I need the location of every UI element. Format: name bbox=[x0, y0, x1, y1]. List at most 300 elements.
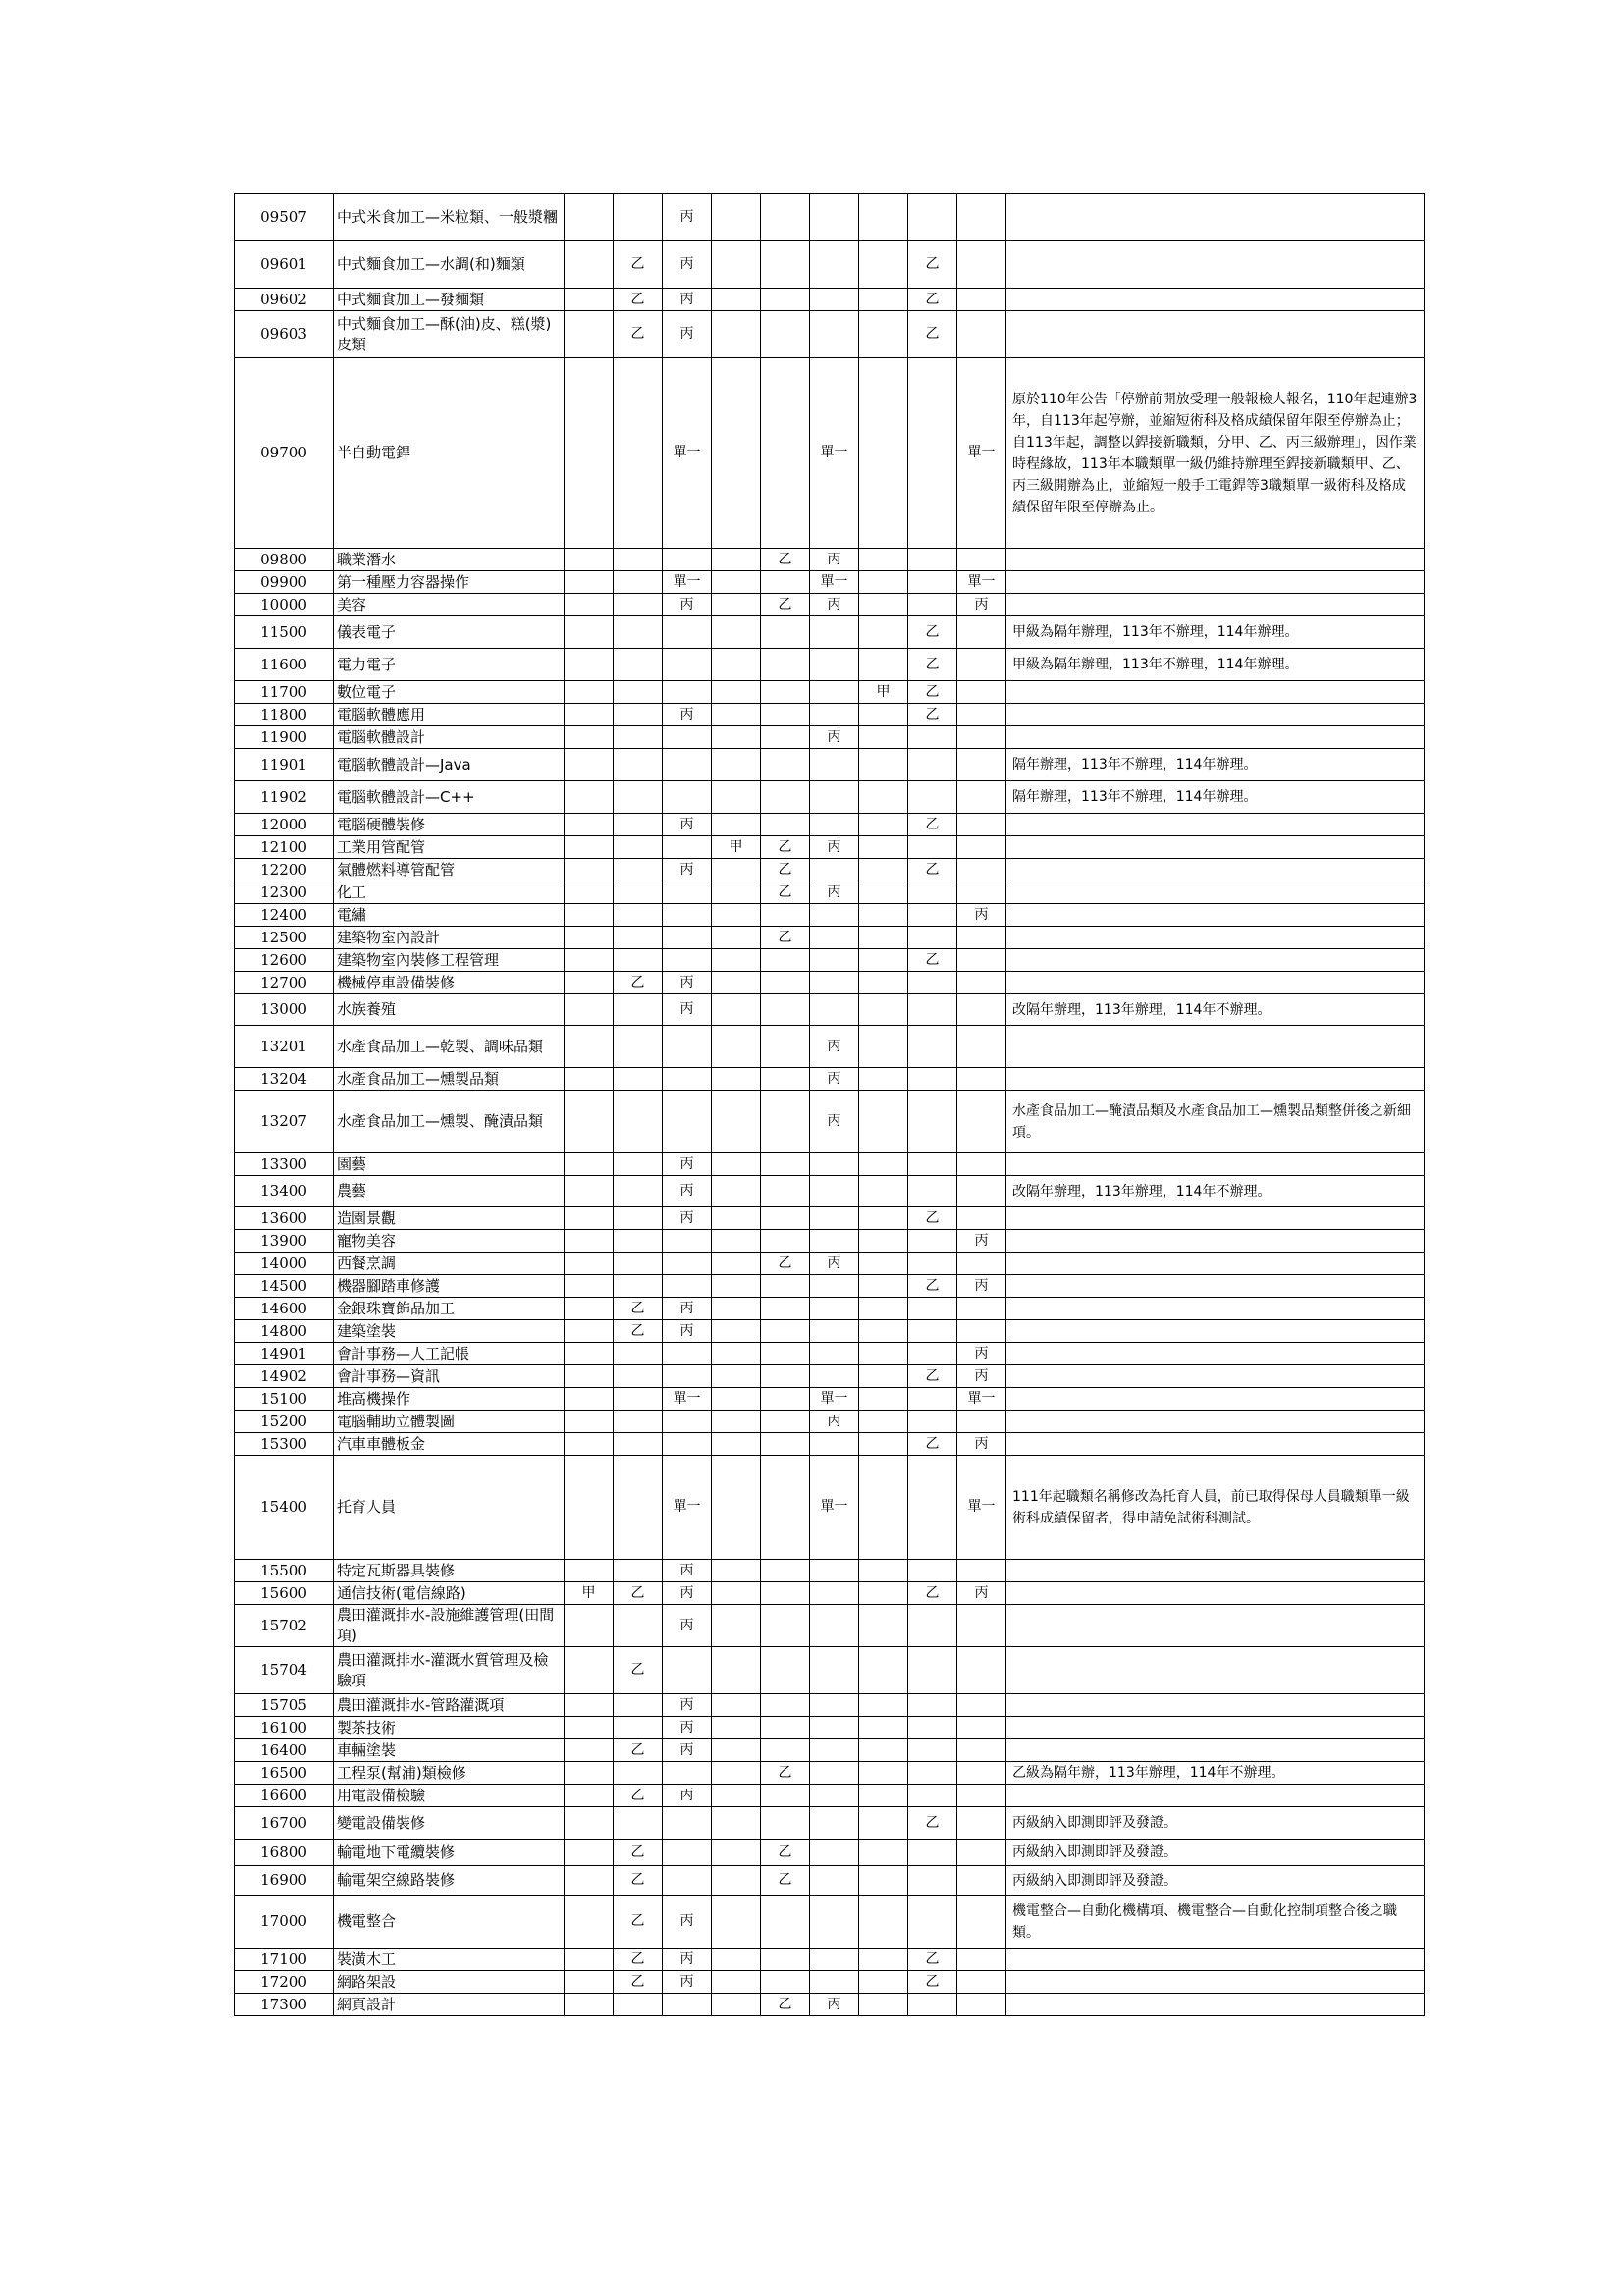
grade-level-cell bbox=[565, 616, 614, 649]
grade-level-cell bbox=[761, 311, 810, 358]
grade-level-cell bbox=[614, 1388, 663, 1411]
grade-level-cell bbox=[810, 1153, 859, 1176]
grade-level-cell bbox=[761, 1694, 810, 1717]
grade-level-cell bbox=[908, 1153, 957, 1176]
table-row bbox=[235, 1807, 1425, 1840]
grade-level-cell bbox=[810, 289, 859, 311]
table-row bbox=[235, 1176, 1425, 1207]
grade-level-cell bbox=[761, 616, 810, 649]
grade-level-cell bbox=[712, 726, 761, 749]
grade-level-cell bbox=[614, 994, 663, 1026]
grade-level-cell bbox=[810, 927, 859, 949]
grade-level-cell: 乙 bbox=[761, 1253, 810, 1275]
grade-level-cell bbox=[859, 814, 908, 836]
grade-level-cell bbox=[957, 1785, 1006, 1807]
remarks-cell bbox=[1006, 927, 1425, 949]
table-row bbox=[235, 1785, 1425, 1807]
category-code: 16800 bbox=[235, 1840, 334, 1866]
grade-level-cell: 丙 bbox=[810, 881, 859, 904]
remarks-cell bbox=[1006, 1026, 1425, 1068]
grade-level-cell bbox=[565, 1091, 614, 1153]
grade-level-cell bbox=[712, 1176, 761, 1207]
grade-level-cell bbox=[859, 1866, 908, 1896]
grade-level-cell bbox=[614, 594, 663, 616]
grade-level-cell bbox=[761, 1647, 810, 1694]
category-name: 網頁設計 bbox=[334, 1994, 565, 2016]
grade-level-cell bbox=[810, 1971, 859, 1994]
category-code: 17000 bbox=[235, 1896, 334, 1949]
grade-level-cell bbox=[565, 749, 614, 781]
category-code: 12000 bbox=[235, 814, 334, 836]
category-name: 機械停車設備裝修 bbox=[334, 972, 565, 994]
grade-level-cell: 乙 bbox=[614, 972, 663, 994]
grade-level-cell bbox=[565, 1866, 614, 1896]
grade-level-cell: 乙 bbox=[761, 549, 810, 571]
remarks-cell: 乙級為隔年辦，113年辦理，114年不辦理。 bbox=[1006, 1762, 1425, 1785]
remarks-cell bbox=[1006, 681, 1425, 704]
grade-level-cell bbox=[712, 1433, 761, 1456]
grade-level-cell bbox=[908, 1026, 957, 1068]
grade-level-cell bbox=[712, 904, 761, 927]
grade-level-cell bbox=[712, 972, 761, 994]
table-row bbox=[235, 1320, 1425, 1343]
grade-level-cell bbox=[908, 1866, 957, 1896]
grade-level-cell: 乙 bbox=[908, 1433, 957, 1456]
table-row bbox=[235, 1896, 1425, 1949]
category-code: 17200 bbox=[235, 1971, 334, 1994]
table-row bbox=[235, 1717, 1425, 1739]
grade-level-cell: 丙 bbox=[663, 1949, 712, 1971]
grade-level-cell bbox=[565, 1388, 614, 1411]
grade-level-cell bbox=[908, 1717, 957, 1739]
grade-level-cell bbox=[957, 1717, 1006, 1739]
category-name: 電腦軟體設計 bbox=[334, 726, 565, 749]
grade-level-cell bbox=[663, 1275, 712, 1298]
grade-level-cell bbox=[614, 194, 663, 241]
table-row bbox=[235, 549, 1425, 571]
remarks-cell bbox=[1006, 1320, 1425, 1343]
grade-level-cell bbox=[712, 1298, 761, 1320]
grade-level-cell bbox=[957, 949, 1006, 972]
grade-level-cell bbox=[859, 194, 908, 241]
grade-level-cell bbox=[761, 1026, 810, 1068]
grade-level-cell bbox=[663, 649, 712, 681]
grade-level-cell bbox=[663, 836, 712, 859]
grade-level-cell bbox=[663, 1068, 712, 1091]
table-row bbox=[235, 1866, 1425, 1896]
category-name: 數位電子 bbox=[334, 681, 565, 704]
grade-level-cell bbox=[565, 1647, 614, 1694]
grade-level-cell: 乙 bbox=[614, 241, 663, 289]
remarks-cell bbox=[1006, 859, 1425, 881]
remarks-cell bbox=[1006, 1411, 1425, 1433]
category-code: 10000 bbox=[235, 594, 334, 616]
grade-level-cell: 單一 bbox=[810, 1456, 859, 1560]
grade-level-cell bbox=[908, 1230, 957, 1253]
grade-level-cell bbox=[859, 927, 908, 949]
grade-level-cell bbox=[614, 1994, 663, 2016]
grade-level-cell bbox=[810, 704, 859, 726]
category-code: 17100 bbox=[235, 1949, 334, 1971]
grade-level-cell: 單一 bbox=[663, 358, 712, 549]
grade-level-cell bbox=[761, 1230, 810, 1253]
grade-level-cell bbox=[859, 1785, 908, 1807]
grade-level-cell bbox=[761, 1949, 810, 1971]
category-code: 15704 bbox=[235, 1647, 334, 1694]
grade-level-cell bbox=[908, 1388, 957, 1411]
grade-level-cell bbox=[761, 904, 810, 927]
grade-level-cell bbox=[712, 549, 761, 571]
grade-level-cell bbox=[565, 1840, 614, 1866]
grade-level-cell bbox=[810, 311, 859, 358]
table-row bbox=[235, 681, 1425, 704]
grade-level-cell bbox=[712, 704, 761, 726]
remarks-cell bbox=[1006, 1275, 1425, 1298]
grade-level-cell bbox=[614, 1153, 663, 1176]
grade-level-cell bbox=[908, 1176, 957, 1207]
grade-level-cell bbox=[810, 1762, 859, 1785]
table-row bbox=[235, 1253, 1425, 1275]
grade-level-cell bbox=[859, 1582, 908, 1605]
grade-level-cell: 甲 bbox=[565, 1582, 614, 1605]
grade-level-cell bbox=[761, 994, 810, 1026]
table-row bbox=[235, 571, 1425, 594]
category-name: 汽車車體板金 bbox=[334, 1433, 565, 1456]
grade-level-cell bbox=[663, 616, 712, 649]
table-row bbox=[235, 1762, 1425, 1785]
remarks-cell bbox=[1006, 1365, 1425, 1388]
document-sheet bbox=[234, 193, 1424, 2016]
grade-level-cell: 單一 bbox=[810, 571, 859, 594]
category-name: 農藝 bbox=[334, 1176, 565, 1207]
table-row bbox=[235, 972, 1425, 994]
grade-level-cell bbox=[712, 1253, 761, 1275]
grade-level-cell: 丙 bbox=[810, 1091, 859, 1153]
table-row bbox=[235, 1230, 1425, 1253]
grade-level-cell bbox=[761, 1298, 810, 1320]
grade-level-cell: 丙 bbox=[663, 994, 712, 1026]
grade-level-cell bbox=[810, 1785, 859, 1807]
grade-level-cell bbox=[761, 194, 810, 241]
remarks-cell bbox=[1006, 1994, 1425, 2016]
grade-level-cell bbox=[957, 1896, 1006, 1949]
grade-level-cell bbox=[761, 289, 810, 311]
category-code: 12100 bbox=[235, 836, 334, 859]
grade-level-cell bbox=[614, 1411, 663, 1433]
grade-level-cell bbox=[859, 1411, 908, 1433]
grade-level-cell bbox=[614, 1456, 663, 1560]
grade-level-cell bbox=[712, 1762, 761, 1785]
grade-level-cell bbox=[908, 1298, 957, 1320]
grade-level-cell bbox=[810, 972, 859, 994]
category-code: 11902 bbox=[235, 781, 334, 814]
grade-level-cell bbox=[663, 726, 712, 749]
category-name: 半自動電銲 bbox=[334, 358, 565, 549]
grade-level-cell bbox=[859, 1068, 908, 1091]
grade-level-cell bbox=[614, 749, 663, 781]
category-name: 造園景觀 bbox=[334, 1207, 565, 1230]
grade-level-cell: 丙 bbox=[810, 726, 859, 749]
grade-level-cell bbox=[859, 972, 908, 994]
table-row bbox=[235, 1388, 1425, 1411]
grade-level-cell bbox=[908, 836, 957, 859]
grade-level-cell bbox=[957, 289, 1006, 311]
table-row bbox=[235, 616, 1425, 649]
grade-level-cell bbox=[761, 1560, 810, 1582]
grade-level-cell bbox=[565, 1153, 614, 1176]
grade-level-cell bbox=[761, 571, 810, 594]
grade-level-cell bbox=[957, 927, 1006, 949]
remarks-cell bbox=[1006, 814, 1425, 836]
grade-level-cell bbox=[761, 649, 810, 681]
grade-level-cell bbox=[614, 1365, 663, 1388]
category-name: 電腦軟體設計—C++ bbox=[334, 781, 565, 814]
grade-level-cell bbox=[957, 1949, 1006, 1971]
grade-level-cell bbox=[565, 681, 614, 704]
grade-level-cell: 乙 bbox=[761, 1866, 810, 1896]
grade-level-cell bbox=[614, 881, 663, 904]
grade-level-cell bbox=[908, 881, 957, 904]
grade-level-cell bbox=[761, 358, 810, 549]
remarks-cell: 隔年辦理，113年不辦理，114年辦理。 bbox=[1006, 749, 1425, 781]
grade-level-cell: 丙 bbox=[810, 1253, 859, 1275]
category-name: 電腦軟體應用 bbox=[334, 704, 565, 726]
grade-level-cell bbox=[859, 836, 908, 859]
grade-level-cell: 丙 bbox=[810, 1411, 859, 1433]
grade-level-cell bbox=[565, 972, 614, 994]
grade-level-cell bbox=[761, 726, 810, 749]
grade-level-cell bbox=[908, 1411, 957, 1433]
grade-level-cell bbox=[614, 1207, 663, 1230]
category-name: 變電設備裝修 bbox=[334, 1807, 565, 1840]
grade-level-cell bbox=[712, 1365, 761, 1388]
grade-level-cell bbox=[565, 726, 614, 749]
grade-level-cell bbox=[761, 1068, 810, 1091]
remarks-cell bbox=[1006, 289, 1425, 311]
grade-level-cell bbox=[810, 1949, 859, 1971]
grade-level-cell bbox=[565, 881, 614, 904]
category-code: 17300 bbox=[235, 1994, 334, 2016]
grade-level-cell bbox=[761, 781, 810, 814]
grade-level-cell bbox=[614, 781, 663, 814]
grade-level-cell bbox=[761, 1320, 810, 1343]
grade-level-cell: 乙 bbox=[908, 1365, 957, 1388]
grade-level-cell bbox=[908, 1343, 957, 1365]
category-code: 12700 bbox=[235, 972, 334, 994]
grade-level-cell bbox=[957, 726, 1006, 749]
grade-level-cell: 甲 bbox=[859, 681, 908, 704]
grade-level-cell bbox=[712, 681, 761, 704]
grade-level-cell bbox=[908, 1785, 957, 1807]
grade-level-cell: 乙 bbox=[761, 859, 810, 881]
table-row bbox=[235, 1560, 1425, 1582]
grade-level-cell bbox=[712, 1949, 761, 1971]
grade-level-cell bbox=[908, 594, 957, 616]
grade-level-cell bbox=[859, 1994, 908, 2016]
grade-level-cell bbox=[614, 616, 663, 649]
grade-level-cell bbox=[712, 781, 761, 814]
table-row bbox=[235, 1411, 1425, 1433]
grade-level-cell: 乙 bbox=[908, 1275, 957, 1298]
grade-level-cell bbox=[663, 1091, 712, 1153]
remarks-cell bbox=[1006, 1739, 1425, 1762]
grade-level-cell: 乙 bbox=[614, 311, 663, 358]
category-name: 車輛塗裝 bbox=[334, 1739, 565, 1762]
grade-level-cell bbox=[810, 1176, 859, 1207]
category-code: 12200 bbox=[235, 859, 334, 881]
category-code: 09603 bbox=[235, 311, 334, 358]
grade-level-cell bbox=[565, 781, 614, 814]
category-code: 13000 bbox=[235, 994, 334, 1026]
category-name: 會計事務—人工記帳 bbox=[334, 1343, 565, 1365]
grade-level-cell: 丙 bbox=[663, 1176, 712, 1207]
grade-level-cell: 丙 bbox=[663, 1605, 712, 1647]
grade-level-cell bbox=[565, 1320, 614, 1343]
table-row bbox=[235, 994, 1425, 1026]
grade-level-cell bbox=[859, 1176, 908, 1207]
grade-level-cell bbox=[712, 1026, 761, 1068]
table-row bbox=[235, 311, 1425, 358]
grade-level-cell bbox=[859, 749, 908, 781]
grade-level-cell bbox=[712, 1343, 761, 1365]
grade-level-cell: 丙 bbox=[957, 1230, 1006, 1253]
category-code: 11800 bbox=[235, 704, 334, 726]
remarks-cell bbox=[1006, 311, 1425, 358]
grade-level-cell bbox=[712, 289, 761, 311]
grade-level-cell bbox=[810, 1230, 859, 1253]
category-code: 15600 bbox=[235, 1582, 334, 1605]
remarks-cell bbox=[1006, 1560, 1425, 1582]
grade-level-cell bbox=[712, 749, 761, 781]
category-code: 14800 bbox=[235, 1320, 334, 1343]
remarks-cell bbox=[1006, 836, 1425, 859]
grade-level-cell: 單一 bbox=[957, 571, 1006, 594]
category-name: 中式米食加工—米粒類、一般漿糰 bbox=[334, 194, 565, 241]
grade-level-cell bbox=[957, 1807, 1006, 1840]
grade-level-cell bbox=[712, 1275, 761, 1298]
remarks-cell: 丙級納入即測即評及發證。 bbox=[1006, 1840, 1425, 1866]
grade-level-cell bbox=[761, 1717, 810, 1739]
grade-level-cell bbox=[810, 1896, 859, 1949]
grade-level-cell bbox=[859, 1343, 908, 1365]
grade-level-cell bbox=[565, 1971, 614, 1994]
grade-level-cell bbox=[712, 616, 761, 649]
category-code: 16400 bbox=[235, 1739, 334, 1762]
grade-level-cell: 乙 bbox=[614, 1896, 663, 1949]
category-code: 16600 bbox=[235, 1785, 334, 1807]
grade-level-cell: 丙 bbox=[663, 704, 712, 726]
grade-level-cell bbox=[614, 949, 663, 972]
grade-level-cell bbox=[565, 1807, 614, 1840]
remarks-cell bbox=[1006, 194, 1425, 241]
grade-level-cell bbox=[614, 836, 663, 859]
grade-level-cell bbox=[761, 1971, 810, 1994]
table-row bbox=[235, 1739, 1425, 1762]
grade-level-cell bbox=[957, 1091, 1006, 1153]
table-row bbox=[235, 1365, 1425, 1388]
grade-level-cell bbox=[957, 1068, 1006, 1091]
grade-level-cell: 乙 bbox=[908, 704, 957, 726]
grade-level-cell bbox=[908, 972, 957, 994]
grade-level-cell bbox=[614, 1762, 663, 1785]
grade-level-cell bbox=[810, 1433, 859, 1456]
remarks-cell bbox=[1006, 594, 1425, 616]
grade-level-cell bbox=[810, 749, 859, 781]
grade-level-cell: 乙 bbox=[908, 1582, 957, 1605]
category-code: 13600 bbox=[235, 1207, 334, 1230]
grade-level-cell bbox=[908, 1320, 957, 1343]
grade-level-cell bbox=[957, 859, 1006, 881]
grade-level-cell bbox=[859, 1365, 908, 1388]
grade-level-cell bbox=[663, 1230, 712, 1253]
grade-level-cell: 單一 bbox=[957, 1388, 1006, 1411]
grade-level-cell bbox=[761, 1365, 810, 1388]
grade-level-cell bbox=[761, 1807, 810, 1840]
grade-level-cell bbox=[712, 194, 761, 241]
grade-level-cell bbox=[712, 927, 761, 949]
grade-level-cell bbox=[712, 1388, 761, 1411]
table-row bbox=[235, 289, 1425, 311]
table-row bbox=[235, 1971, 1425, 1994]
grade-level-cell: 乙 bbox=[614, 1647, 663, 1694]
grade-level-cell: 丙 bbox=[663, 972, 712, 994]
grade-level-cell bbox=[565, 1068, 614, 1091]
grade-level-cell bbox=[614, 1807, 663, 1840]
table-row bbox=[235, 1647, 1425, 1694]
grade-level-cell bbox=[810, 1298, 859, 1320]
grade-level-cell bbox=[810, 859, 859, 881]
category-code: 09507 bbox=[235, 194, 334, 241]
grade-level-cell bbox=[810, 681, 859, 704]
grade-level-cell bbox=[663, 1026, 712, 1068]
grade-level-cell bbox=[712, 1560, 761, 1582]
table-row bbox=[235, 1068, 1425, 1091]
grade-level-cell bbox=[712, 1971, 761, 1994]
grade-level-cell bbox=[810, 649, 859, 681]
grade-level-cell: 乙 bbox=[761, 881, 810, 904]
category-name: 農田灌溉排水-管路灌溉項 bbox=[334, 1694, 565, 1717]
grade-level-cell bbox=[957, 1739, 1006, 1762]
grade-level-cell: 乙 bbox=[908, 241, 957, 289]
grade-level-cell bbox=[859, 1971, 908, 1994]
grade-level-cell bbox=[810, 994, 859, 1026]
category-code: 13400 bbox=[235, 1176, 334, 1207]
category-code: 15100 bbox=[235, 1388, 334, 1411]
grade-level-cell bbox=[957, 616, 1006, 649]
category-name: 寵物美容 bbox=[334, 1230, 565, 1253]
grade-level-cell bbox=[957, 1866, 1006, 1896]
grade-level-cell bbox=[859, 649, 908, 681]
category-code: 13204 bbox=[235, 1068, 334, 1091]
grade-level-cell bbox=[761, 1388, 810, 1411]
table-row bbox=[235, 1275, 1425, 1298]
grade-level-cell bbox=[565, 1605, 614, 1647]
grade-level-cell bbox=[908, 1605, 957, 1647]
grade-level-cell bbox=[810, 241, 859, 289]
grade-level-cell: 丙 bbox=[810, 1994, 859, 2016]
grade-level-cell bbox=[565, 859, 614, 881]
grade-level-cell bbox=[565, 1253, 614, 1275]
category-name: 化工 bbox=[334, 881, 565, 904]
grade-level-cell bbox=[859, 311, 908, 358]
category-code: 12600 bbox=[235, 949, 334, 972]
grade-level-cell bbox=[957, 704, 1006, 726]
grade-level-cell: 單一 bbox=[663, 1456, 712, 1560]
grade-level-cell: 乙 bbox=[908, 1807, 957, 1840]
grade-level-cell bbox=[761, 681, 810, 704]
grade-level-cell bbox=[565, 549, 614, 571]
grade-level-cell bbox=[761, 814, 810, 836]
